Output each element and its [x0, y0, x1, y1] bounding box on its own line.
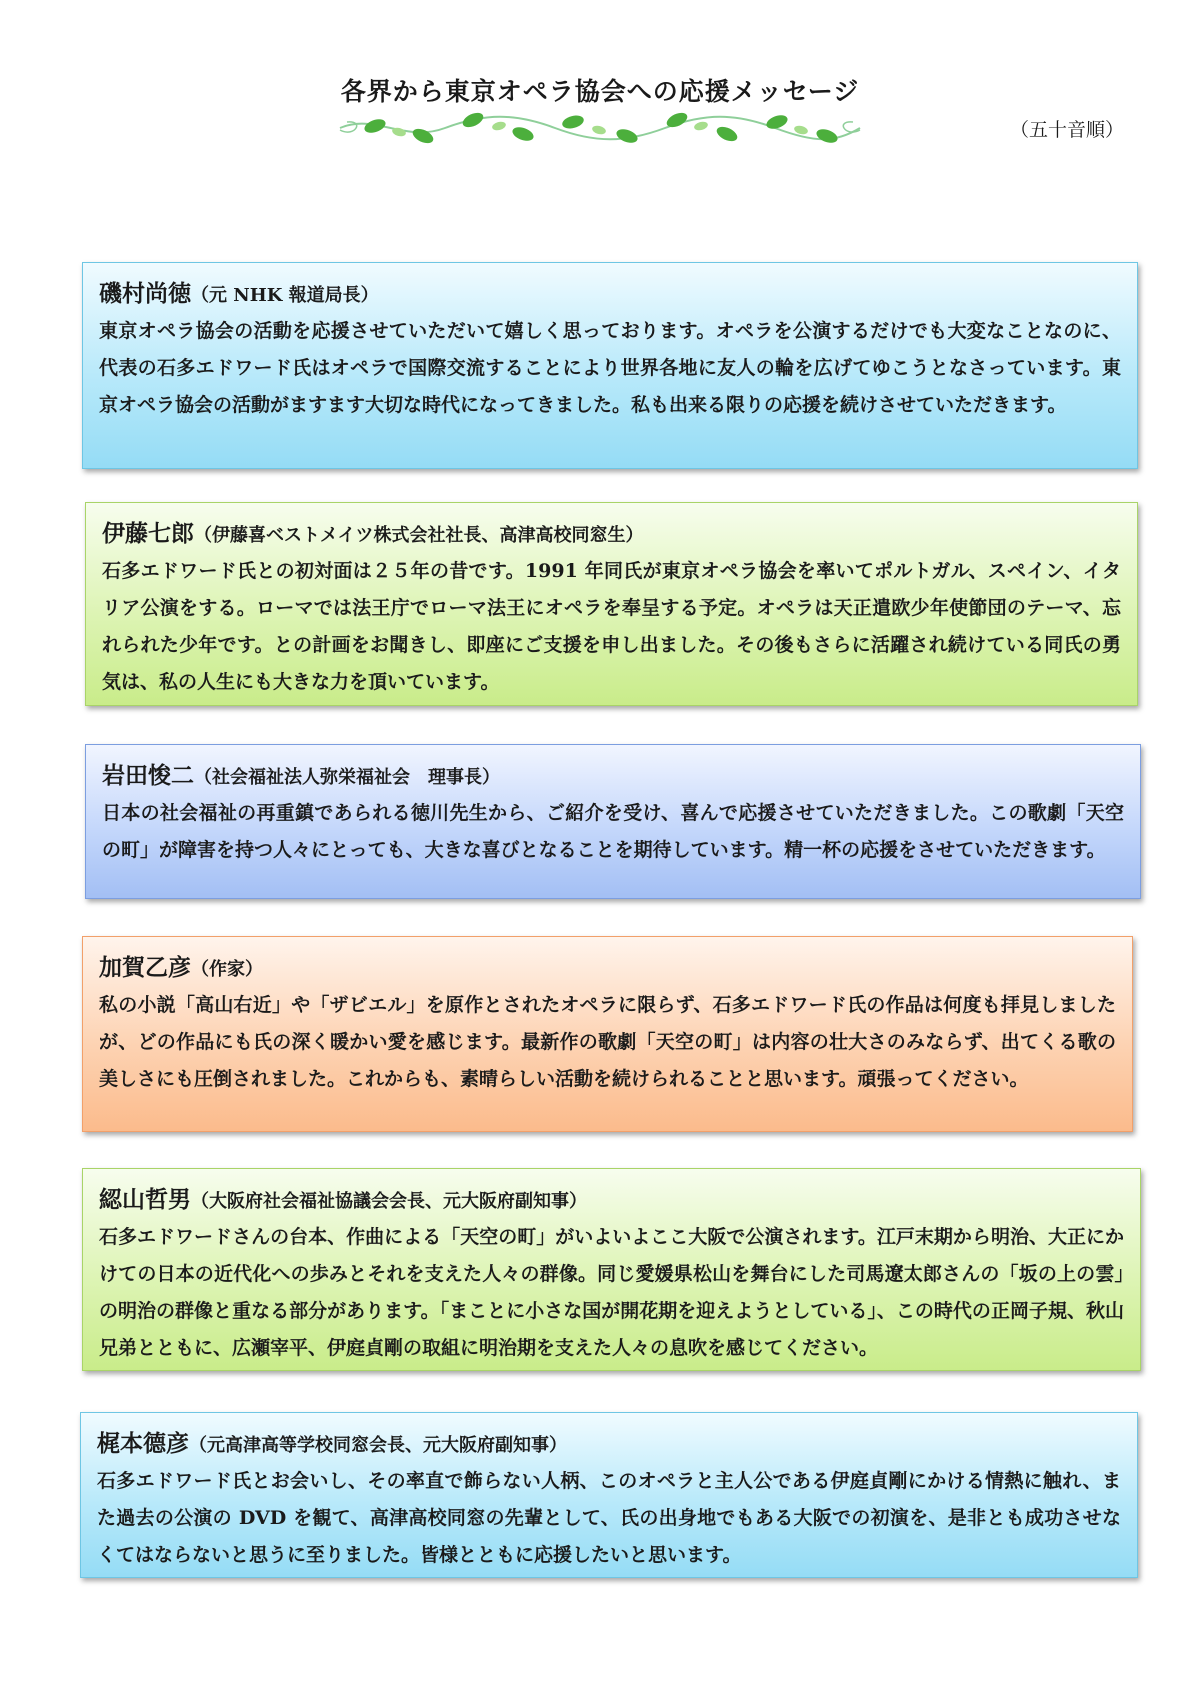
- message-text: 石多エドワード氏との初対面は２５年の昔です。1991 年同氏が東京オペラ協会を率いてポルトガル、スペイン、イタリア公演をする。ローマでは法王庁でローマ法王にオペラを奉呈する予定。オペラは天正遣欧少年使節団のテーマ、忘れられた少年です。との計画をお聞きし、即座にご支援を申し出ました。その後もさらに活躍され続けている同氏の勇気は、私の人生にも大きな力を頂いています。: [102, 560, 1121, 693]
- author-affiliation: （元 NHK 報道局長）: [191, 285, 379, 306]
- message-header: [99, 277, 1121, 313]
- author-affiliation: （大阪府社会福祉協議会会長、元大阪府副知事）: [191, 1191, 587, 1212]
- author-name: 梶本德彦: [97, 1430, 189, 1457]
- order-note: （五十音順）: [1010, 119, 1125, 141]
- message-card: [85, 502, 1138, 706]
- message-header: [99, 1183, 1124, 1219]
- message-card: [82, 262, 1138, 469]
- message-card: [80, 1412, 1138, 1578]
- page-title: 各界から東京オペラ協会への応援メッセージ: [340, 77, 860, 106]
- message-card: [82, 1168, 1141, 1371]
- author-affiliation: （社会福祉法人弥栄福祉会 理事長）: [194, 767, 500, 788]
- author-affiliation: （伊藤喜ベストメイツ株式会社社長、高津高校同窓生）: [194, 525, 644, 546]
- author-name: 綛山哲男: [99, 1186, 191, 1213]
- message-header: [102, 517, 1121, 553]
- author-affiliation: （作家）: [191, 959, 263, 980]
- message-text: 日本の社会福祉の再重鎮であられる徳川先生から、ご紹介を受け、喜んで応援させていただきました。この歌劇「天空の町」が障害を持つ人々にとっても、大きな喜びとなることを期待しています。精一杯の応援をさせていただきます。: [102, 802, 1124, 861]
- author-name: 磯村尚徳: [99, 280, 191, 307]
- message-text: 石多エドワードさんの台本、作曲による「天空の町」がいよいよここ大阪で公演されます。江戸末期から明治、大正にかけての日本の近代化への歩みとそれを支えた人々の群像。同じ愛媛県松山を舞台にした司馬遼太郎さんの「坂の上の雲」の明治の群像と重なる部分があります。「まことに小さな国が開花期を迎えようとしている」、この時代の正岡子規、秋山兄弟とともに、広瀬宰平、伊庭貞剛の取組に明治期を支えた人々の息吹を感じてください。: [99, 1226, 1124, 1359]
- author-name: 加賀乙彦: [99, 954, 191, 981]
- message-header: [102, 759, 1124, 795]
- author-affiliation: （元高津高等学校同窓会長、元大阪府副知事）: [189, 1435, 567, 1456]
- author-name: 岩田悛二: [102, 762, 194, 789]
- message-text: 東京オペラ協会の活動を応援させていただいて嬉しく思っております。オペラを公演するだけでも大変なことなのに、代表の石多エドワード氏はオペラで国際交流することにより世界各地に友人の輪を広げてゆこうとなさっています。東京オペラ協会の活動がますます大切な時代になってきました。私も出来る限りの応援を続けさせていただきます。: [99, 320, 1121, 416]
- message-card: [82, 936, 1133, 1132]
- author-name: 伊藤七郎: [102, 520, 194, 547]
- message-card: [85, 744, 1141, 899]
- message-header: [99, 951, 1116, 987]
- message-text: 石多エドワード氏とお会いし、その率直で飾らない人柄、このオペラと主人公である伊庭貞剛にかける情熱に触れ、また過去の公演の DVD を観て、高津高校同窓の先輩として、氏の出身地でもある大阪での初演を、是非とも成功させなくてはならないと思うに至りました。皆様とともに応援したいと思います。: [97, 1470, 1121, 1566]
- message-text: 私の小説「高山右近」や「ザビエル」を原作とされたオペラに限らず、石多エドワード氏の作品は何度も拝見しましたが、どの作品にも氏の深く暖かい愛を感じます。最新作の歌劇「天空の町」は内容の壮大さのみならず、出てくる歌の美しさにも圧倒されました。これからも、素晴らしい活動を続けられることと思います。頑張ってください。: [99, 994, 1116, 1090]
- message-header: [97, 1427, 1121, 1463]
- leaf-vine-ornament: [335, 108, 865, 148]
